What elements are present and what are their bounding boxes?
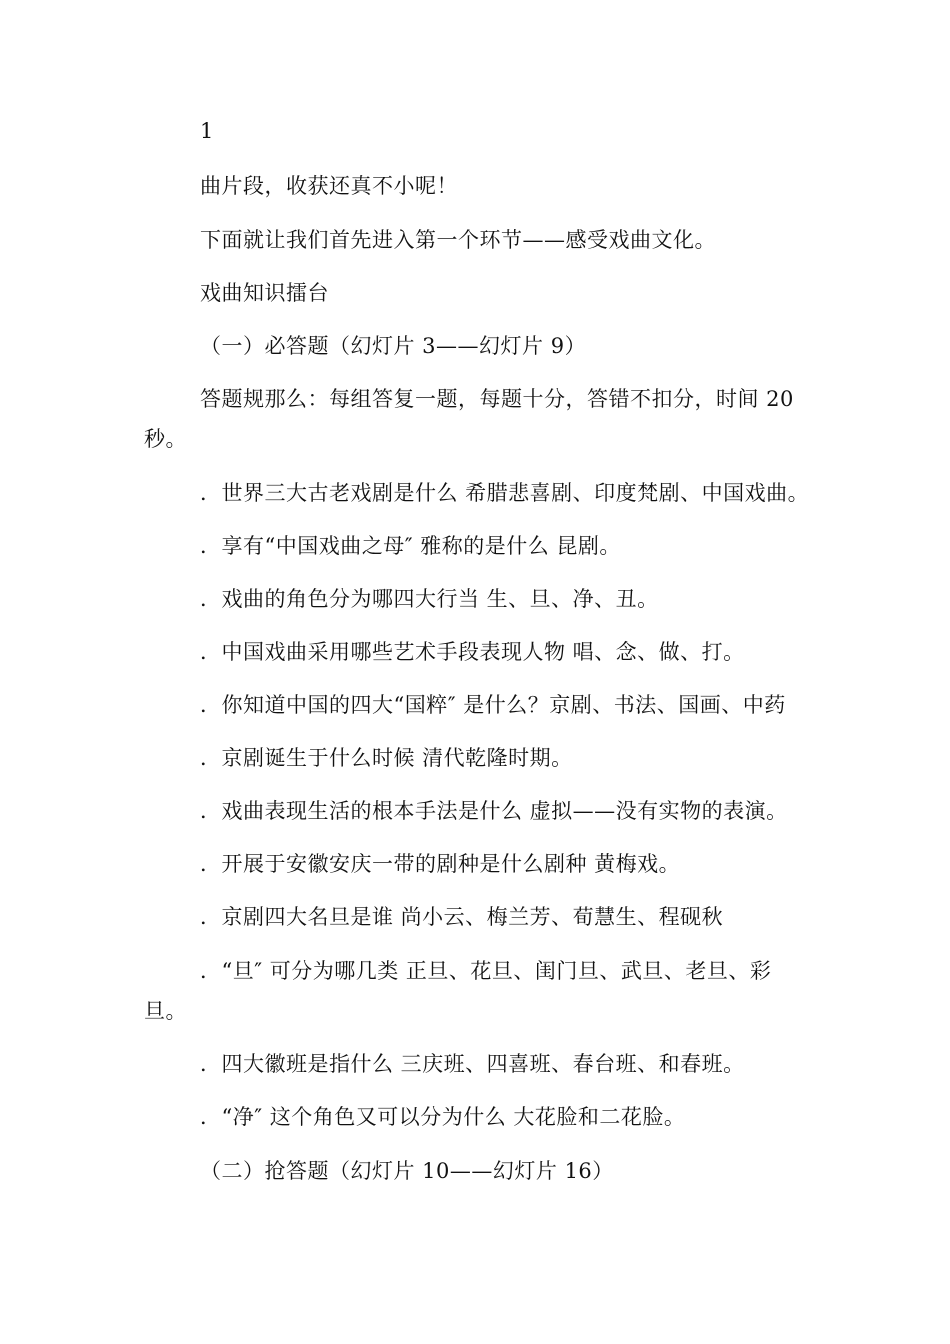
- question-item: ．京剧诞生于什么时候 清代乾隆时期。: [200, 746, 573, 770]
- paragraph-intro: 下面就让我们首先进入第一个环节——感受戏曲文化。: [200, 228, 716, 252]
- question-item: ．中国戏曲采用哪些艺术手段表现人物 唱、念、做、打。: [200, 640, 745, 664]
- heading-quiz-arena: 戏曲知识擂台: [200, 281, 329, 305]
- question-item: ．四大徽班是指什么 三庆班、四喜班、春台班、和春班。: [200, 1052, 745, 1076]
- question-item: ．享有“中国戏曲之母″ 雅称的是什么 昆剧。: [200, 534, 621, 558]
- page-number: 1: [200, 119, 214, 143]
- rules-line-1: 答题规那么：每组答复一题，每题十分，答错不扣分，时间 20: [200, 387, 794, 411]
- question-item: ．戏曲的角色分为哪四大行当 生、旦、净、丑。: [200, 587, 659, 611]
- question-item-continuation: 旦。: [144, 999, 187, 1023]
- paragraph-opening: 曲片段，收获还真不小呢！: [200, 174, 458, 198]
- question-item: ．你知道中国的四大“国粹″ 是什么？京剧、书法、国画、中药: [200, 693, 786, 717]
- rules-line-2: 秒。: [144, 427, 187, 451]
- question-item: ．京剧四大名旦是谁 尚小云、梅兰芳、荀慧生、程砚秋: [200, 905, 724, 929]
- section-heading-buzzer: （二）抢答题（幻灯片 10——幻灯片 16）: [200, 1159, 614, 1183]
- section-heading-required: （一）必答题（幻灯片 3——幻灯片 9）: [200, 334, 587, 358]
- question-item: ．“净″ 这个角色又可以分为什么 大花脸和二花脸。: [200, 1105, 686, 1129]
- question-item: ．戏曲表现生活的根本手法是什么 虚拟——没有实物的表演。: [200, 799, 788, 823]
- question-item: ．世界三大古老戏剧是什么 希腊悲喜剧、印度梵剧、中国戏曲。: [200, 481, 810, 505]
- question-item: ．开展于安徽安庆一带的剧种是什么剧种 黄梅戏。: [200, 852, 681, 876]
- question-item: ．“旦″ 可分为哪几类 正旦、花旦、闺门旦、武旦、老旦、彩: [200, 959, 772, 983]
